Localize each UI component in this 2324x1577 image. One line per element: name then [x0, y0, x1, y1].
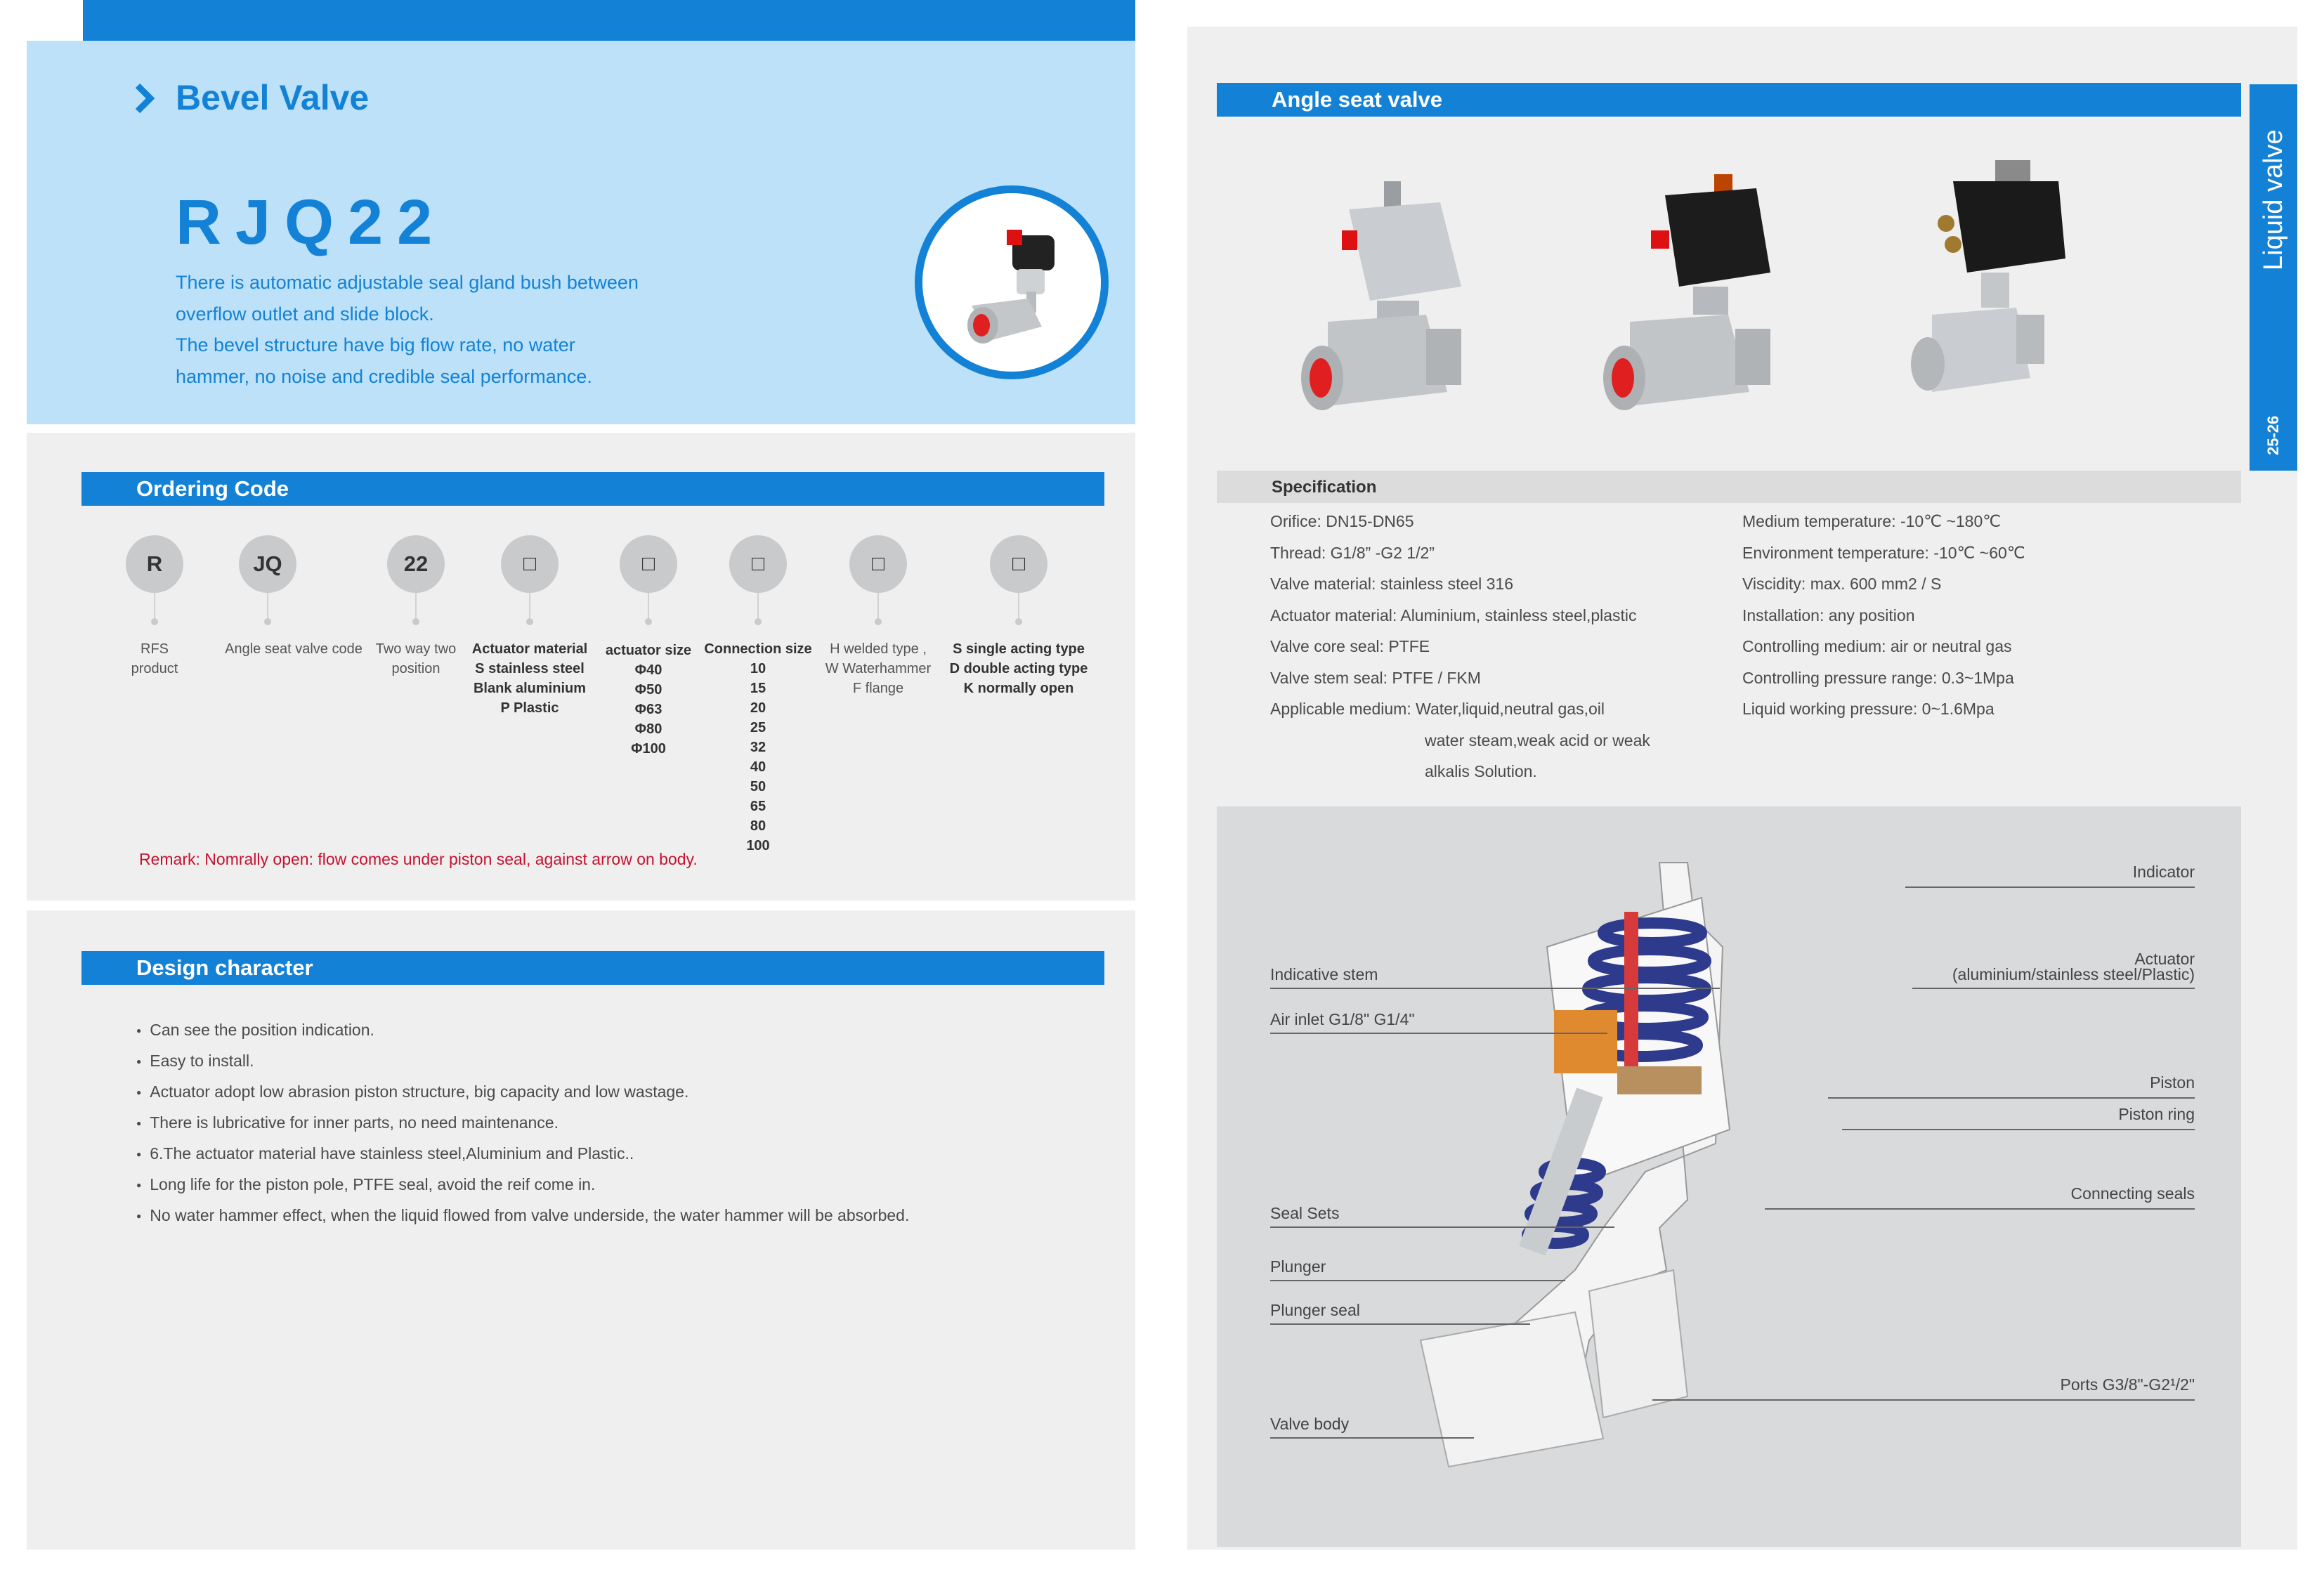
- desc-line: Two way two: [375, 641, 457, 657]
- spec-header: [1217, 471, 2241, 503]
- leader-line: [1270, 1033, 1607, 1034]
- list-item: ● Actuator adopt low abrasion piston structure, big capacity and low wastage.: [136, 1076, 909, 1107]
- valve-photo-plastic-black: [1890, 153, 2101, 462]
- spec-item: Thread: G1/8” -G2 1/2”: [1270, 543, 1435, 562]
- list-item: ● Long life for the piston pole, PTFE seal, avoid the reif come in.: [136, 1169, 909, 1200]
- desc-line: position: [391, 661, 440, 676]
- connector-dot: [526, 618, 533, 625]
- leader-line: [1270, 1323, 1530, 1325]
- description-line: overflow outlet and slide block.: [176, 303, 434, 325]
- connector-line: [1018, 593, 1019, 621]
- label-ports: Ports G3/8"-G2¹/2": [2060, 1375, 2195, 1394]
- desc-line: 25: [750, 720, 766, 735]
- label-connecting-seals: Connecting seals: [2070, 1184, 2195, 1203]
- spec-item: Valve stem seal: PTFE / FKM: [1270, 668, 1481, 687]
- code-circle-r: R: [126, 535, 183, 593]
- spec-title: Specification: [1272, 478, 1377, 497]
- label-indicator: Indicator: [2132, 863, 2195, 881]
- spec-item: Environment temperature: -10℃ ~60℃: [1742, 543, 2025, 562]
- desc-line: Φ100: [631, 741, 666, 757]
- label-seal-sets: Seal Sets: [1270, 1204, 1340, 1222]
- desc-line: 50: [750, 779, 766, 794]
- spec-item: Controlling pressure range: 0.3~1Mpa: [1742, 668, 2014, 687]
- list-item: ● No water hammer effect, when the liquid flowed from valve underside, the water hammer will be absorbed.: [136, 1200, 909, 1231]
- desc-line: Φ80: [634, 721, 662, 737]
- desc-line: S single acting type: [953, 641, 1085, 657]
- spec-item: Valve core seal: PTFE: [1270, 637, 1430, 655]
- connector-dot: [151, 618, 158, 625]
- connector-line: [757, 593, 759, 621]
- spec-item: Viscidity: max. 600 mm2 / S: [1742, 575, 1942, 593]
- connector-dot: [1015, 618, 1022, 625]
- description-line: The bevel structure have big flow rate, no water: [176, 334, 575, 355]
- leader-line: [1765, 1208, 2195, 1210]
- spec-left-column: [1270, 506, 1650, 787]
- connector-dot: [264, 618, 271, 625]
- valve-photo-aluminium: [1286, 153, 1510, 462]
- label-valve-body: Valve body: [1270, 1415, 1350, 1433]
- valve-image: [922, 193, 1101, 372]
- valve-photo-plastic-red: [1581, 167, 1806, 462]
- code-circle-22: 22: [387, 535, 445, 593]
- design-character-title: Design character: [81, 951, 1104, 985]
- leader-line: [1270, 988, 1720, 989]
- label-actuator-sub: (aluminium/stainless steel/Plastic): [1952, 965, 2195, 983]
- description-line: hammer, no noise and credible seal performance.: [176, 365, 592, 387]
- desc-line: 65: [750, 799, 766, 814]
- desc-thread-type: [815, 639, 941, 698]
- desc-line: Connection size: [704, 641, 812, 657]
- connector-dot: [412, 618, 419, 625]
- desc-line: S stainless steel: [475, 661, 585, 676]
- connector-line: [154, 593, 155, 621]
- leader-line: [1912, 988, 2195, 989]
- desc-line: 15: [750, 681, 766, 696]
- spec-item: Medium temperature: -10℃ ~180℃: [1742, 512, 2002, 530]
- desc-connection-size: [702, 639, 814, 856]
- label-indicative-stem: Indicative stem: [1270, 965, 1378, 983]
- leader-line: [1905, 886, 2195, 888]
- code-circle-jq: JQ: [239, 535, 296, 593]
- design-character-panel: [27, 910, 1135, 1550]
- spec-item: Controlling medium: air or neutral gas: [1742, 637, 2012, 655]
- desc-two-way: [360, 639, 472, 679]
- valve-thumbnail: [915, 185, 1109, 379]
- side-tab-pages: 25-26: [2264, 415, 2282, 456]
- top-accent-bar: [83, 0, 1135, 41]
- desc-line: P Plastic: [500, 700, 559, 716]
- valve-cutaway-image: [1392, 835, 1786, 1495]
- code-circle-connection: □: [729, 535, 787, 593]
- spec-item: Liquid working pressure: 0~1.6Mpa: [1742, 700, 1995, 718]
- label-piston: Piston: [2150, 1073, 2195, 1092]
- connector-line: [529, 593, 530, 621]
- desc-line: 20: [750, 700, 766, 716]
- desc-line: K normally open: [963, 681, 1074, 696]
- desc-line: D double acting type: [949, 661, 1088, 676]
- label-actuator: Actuator: [2134, 950, 2195, 968]
- desc-line: Φ50: [634, 682, 662, 698]
- desc-line: product: [131, 661, 178, 676]
- label-piston-ring: Piston ring: [2118, 1105, 2195, 1123]
- code-circle-actuator: □: [501, 535, 559, 593]
- remark-text: Remark: Nomrally open: flow comes under piston seal, against arrow on body.: [139, 850, 698, 868]
- desc-line: 100: [746, 838, 770, 853]
- design-bullet-list: [136, 1014, 909, 1231]
- desc-line: Blank aluminium: [473, 681, 587, 696]
- intro-panel: [27, 41, 1135, 424]
- connector-line: [267, 593, 268, 621]
- leader-line: [1652, 1399, 2195, 1401]
- desc-line: 10: [750, 661, 766, 676]
- list-item: ● There is lubricative for inner parts, no need maintenance.: [136, 1107, 909, 1138]
- list-item: ● 6.The actuator material have stainless steel,Aluminium and Plastic..: [136, 1138, 909, 1169]
- spec-item-cont: water steam,weak acid or weak: [1425, 731, 1650, 750]
- angle-seat-valve-title: Angle seat valve: [1217, 83, 2241, 117]
- desc-acting-type: [948, 639, 1089, 698]
- desc-line: 40: [750, 759, 766, 775]
- intro-description: [176, 267, 639, 392]
- desc-actuator-size: [599, 641, 698, 759]
- spec-item: Valve material: stainless steel 316: [1270, 575, 1514, 593]
- leader-line: [1828, 1097, 2195, 1099]
- desc-line: Φ40: [634, 662, 662, 678]
- connector-line: [877, 593, 879, 621]
- code-circle-size: □: [620, 535, 677, 593]
- connector-dot: [875, 618, 882, 625]
- spec-item: Orifice: DN15-DN65: [1270, 512, 1414, 530]
- leader-line: [1270, 1437, 1474, 1439]
- desc-line: 80: [750, 818, 766, 834]
- connector-dot: [755, 618, 762, 625]
- desc-line: F flange: [852, 681, 904, 696]
- desc-line: Φ63: [634, 702, 662, 717]
- list-item: ● Easy to install.: [136, 1045, 909, 1076]
- desc-line: actuator size: [605, 643, 692, 658]
- description-line: There is automatic adjustable seal gland bush between: [176, 272, 639, 293]
- connector-dot: [645, 618, 652, 625]
- desc-line: RFS: [141, 641, 169, 657]
- model-code: RJQ22: [176, 188, 447, 258]
- desc-line: 32: [750, 740, 766, 755]
- chevron-right-icon: [133, 83, 155, 114]
- desc-actuator-material: [466, 639, 593, 718]
- desc-line: Angle seat valve code: [225, 641, 363, 657]
- spec-item: Applicable medium: Water,liquid,neutral gas,oil: [1270, 700, 1605, 718]
- connector-line: [415, 593, 417, 621]
- cutaway-diagram: [1217, 806, 2241, 1547]
- connector-line: [648, 593, 649, 621]
- label-air-inlet: Air inlet G1/8" G1/4": [1270, 1010, 1415, 1028]
- code-circle-acting: □: [990, 535, 1047, 593]
- desc-line: H welded type ,: [830, 641, 927, 657]
- spec-right-column: [1742, 506, 2025, 725]
- code-circle-thread: □: [849, 535, 907, 593]
- spec-item: Installation: any position: [1742, 606, 1915, 624]
- leader-line: [1270, 1226, 1614, 1228]
- label-plunger-seal: Plunger seal: [1270, 1301, 1360, 1319]
- section-title: Bevel Valve: [176, 78, 370, 117]
- list-item: ● Can see the position indication.: [136, 1014, 909, 1045]
- side-tab-label: Liquid valve: [2259, 129, 2288, 271]
- leader-line: [1842, 1129, 2195, 1130]
- side-tab: [2250, 84, 2297, 471]
- ordering-code-panel: [27, 433, 1135, 901]
- leader-line: [1270, 1280, 1565, 1281]
- spec-item-cont: alkalis Solution.: [1425, 762, 1537, 780]
- label-plunger: Plunger: [1270, 1257, 1326, 1276]
- ordering-code-title: Ordering Code: [81, 472, 1104, 506]
- desc-rfs: [98, 639, 211, 679]
- spec-item: Actuator material: Aluminium, stainless steel,plastic: [1270, 606, 1637, 624]
- desc-line: Actuator material: [471, 641, 588, 657]
- desc-line: W Waterhammer: [825, 661, 932, 676]
- right-page: [1187, 27, 2297, 1550]
